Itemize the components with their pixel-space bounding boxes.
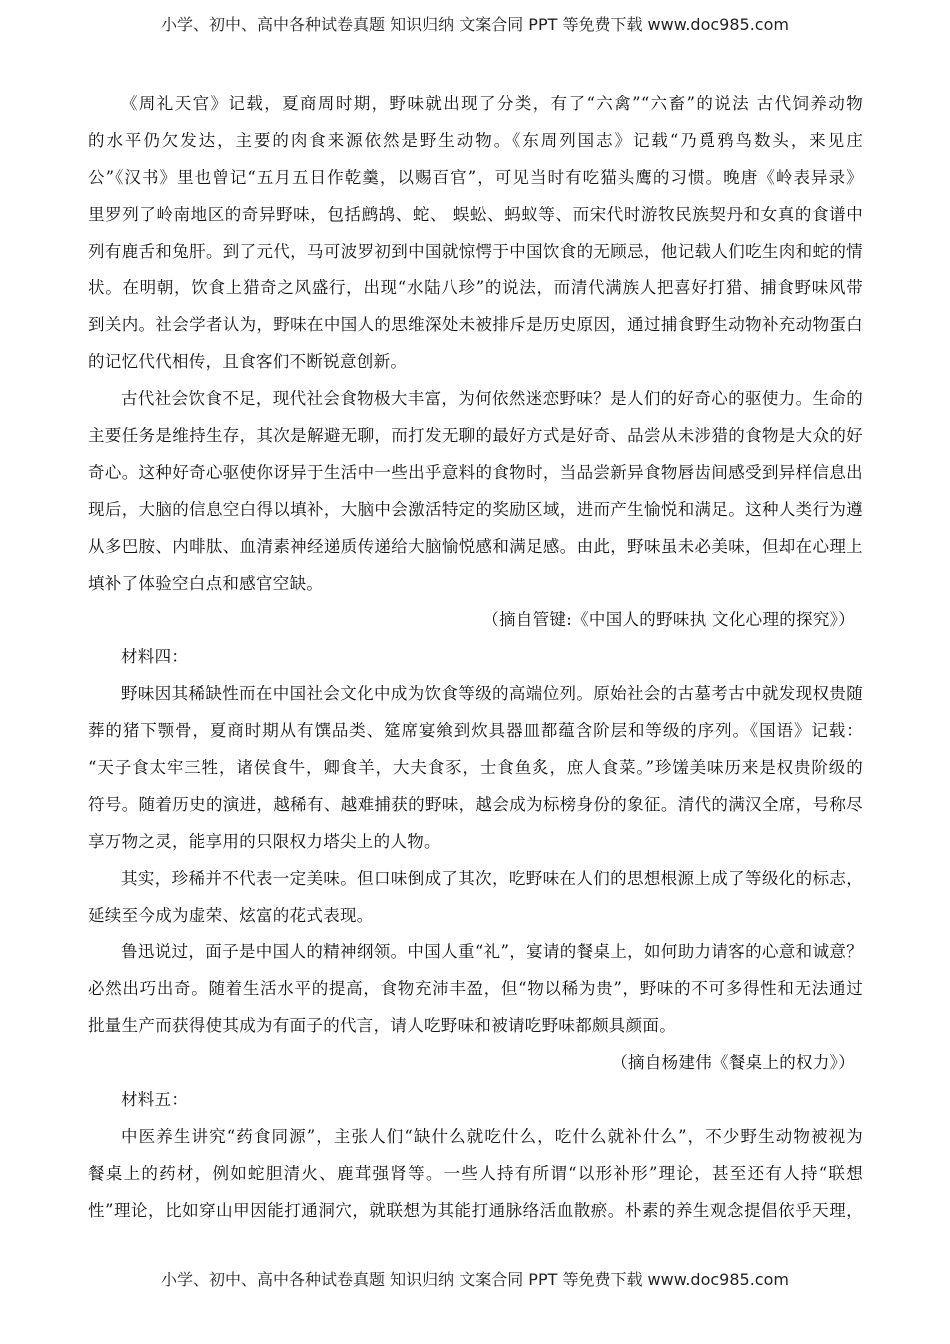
page-header: 小学、初中、高中各种试卷真题 知识归纳 文案合同 PPT 等免费下载 www.doc985.com <box>161 15 789 34</box>
text-line: 《周礼天官》记载，夏商周时期，野味就出现了分类，有了“六禽”“六畜”的说法 古代饲养动物 <box>121 94 863 113</box>
source-citation: （摘自杨建伟《餐桌上的权力》） <box>611 1053 855 1073</box>
text-line: 享万物之灵，能享用的只限权力塔尖上的人物。 <box>88 831 441 851</box>
text-line: 餐桌上的药材，例如蛇胆清火、鹿茸强肾等。一些人持有所谓“以形补形”理论，甚至还有人持“联想 <box>88 1163 863 1183</box>
text-line: 性”理论，比如穿山甲因能打通洞穴，就联想为其能打通脉络活血散瘀。朴素的养生观念提倡依乎天理， <box>88 1200 863 1220</box>
text-line: 主要任务是维持生存，其次是解避无聊，而打发无聊的最好方式是好奇、品尝从未涉猎的食物是大众的好 <box>88 426 863 446</box>
text-line: 必然出巧出奇。随着生活水平的提高，食物充沛丰盈，但“物以稀为贵”，野味的不可多得性和无法通过 <box>88 979 863 999</box>
text-line: 现后，大脑的信息空白得以填补，大脑中会激活特定的奖励区域，进而产生愉悦和满足。这种人类行为遵 <box>88 499 863 519</box>
text-line: 奇心。这种好奇心驱使你讶异于生活中一些出乎意料的食物时，当品尝新异食物唇齿间感受到异样信息出 <box>88 462 863 482</box>
text-line: 延续至今成为虚荣、炫富的花式表现。 <box>88 905 374 925</box>
text-line: “天子食太牢三牲，诸侯食牛，卿食羊，大夫食豕，士食鱼炙，庶人食菜。”珍馐美味历来是权贵阶级的 <box>88 758 863 778</box>
text-line: 中医养生讲究“药食同源”，主张人们“缺什么就吃什么，吃什么就补什么”，不少野生动物被视为 <box>121 1126 863 1146</box>
text-line: 批量生产而获得使其成为有面子的代言，请人吃野味和被请吃野味都颇具颜面。 <box>88 1016 676 1036</box>
section-label: 材料四： <box>121 647 189 667</box>
text-line: 状。在明朝，饮食上猎奇之风盛行，出现“水陆八珍”的说法，而清代满族人把喜好打猎、捕食野味风带 <box>88 278 863 298</box>
text-line: 符号。随着历史的演进，越稀有、越难捕获的野味，越会成为标榜身份的象征。清代的满汉全席，号称尽 <box>88 794 863 814</box>
section-label: 材料五： <box>121 1090 189 1110</box>
document-body <box>88 86 863 1230</box>
text-line: 的记忆代代相传，且食客们不断锐意创新。 <box>88 352 408 372</box>
text-line: 古代社会饮食不足，现代社会食物极大丰富，为何依然迷恋野味？是人们的好奇心的驱使力。生命的 <box>121 389 863 409</box>
page-footer: 小学、初中、高中各种试卷真题 知识归纳 文案合同 PPT 等免费下载 www.doc985.com <box>161 1270 789 1289</box>
text-line: 到关内。社会学者认为，野味在中国人的思维深处未被排斥是历史原因，通过捕食野生动物补充动物蛋白 <box>88 315 863 335</box>
text-line: 野味因其稀缺性而在中国社会文化中成为饮食等级的高端位列。原始社会的古墓考古中就发现权贵随 <box>121 684 863 704</box>
text-line: 公”《汉书》里也曾记“五月五日作乾羹，以赐百官”，可见当时有吃猫头鹰的习惯。晚唐《岭表异录》 <box>88 167 863 187</box>
text-line: 里罗列了岭南地区的奇异野味，包括鹧鸪、蛇、 蜈蚣、蚂蚁等、而宋代时游牧民族契丹和女真的食谱中 <box>88 204 863 224</box>
text-line: 的水平仍欠发达，主要的肉食来源依然是野生动物。《东周列国志》记载“乃覓鸦鸟数头，来见庄 <box>88 130 863 150</box>
text-line: 列有鹿舌和兔肝。到了元代，马可波罗初到中国就惊愕于中国饮食的无顾忌，他记载人们吃生肉和蛇的情 <box>88 241 863 261</box>
text-line: 鲁迅说过，面子是中国人的精神纲领。中国人重“礼”，宴请的餐桌上，如何助力请客的心意和诚意？ <box>121 942 863 962</box>
text-line: 填补了体验空白点和感官空缺。 <box>88 573 324 593</box>
text-line: 其实，珍稀并不代表一定美味。但口味倒成了其次，吃野味在人们的思想根源上成了等级化的标志， <box>121 868 863 888</box>
text-line: 葬的猪下颚骨，夏商时期从有馔品类、筵席宴飨到炊具器皿都蕴含阶层和等级的序列。《国语》记载： <box>88 721 863 741</box>
source-citation: （摘自管键:《中国人的野味执 文化心理的探究》） <box>482 610 855 630</box>
text-line: 从多巴胺、内啡肽、血清素神经递质传递给大脑愉悦感和满足感。由此，野味虽未必美味，但却在心理上 <box>88 536 863 556</box>
